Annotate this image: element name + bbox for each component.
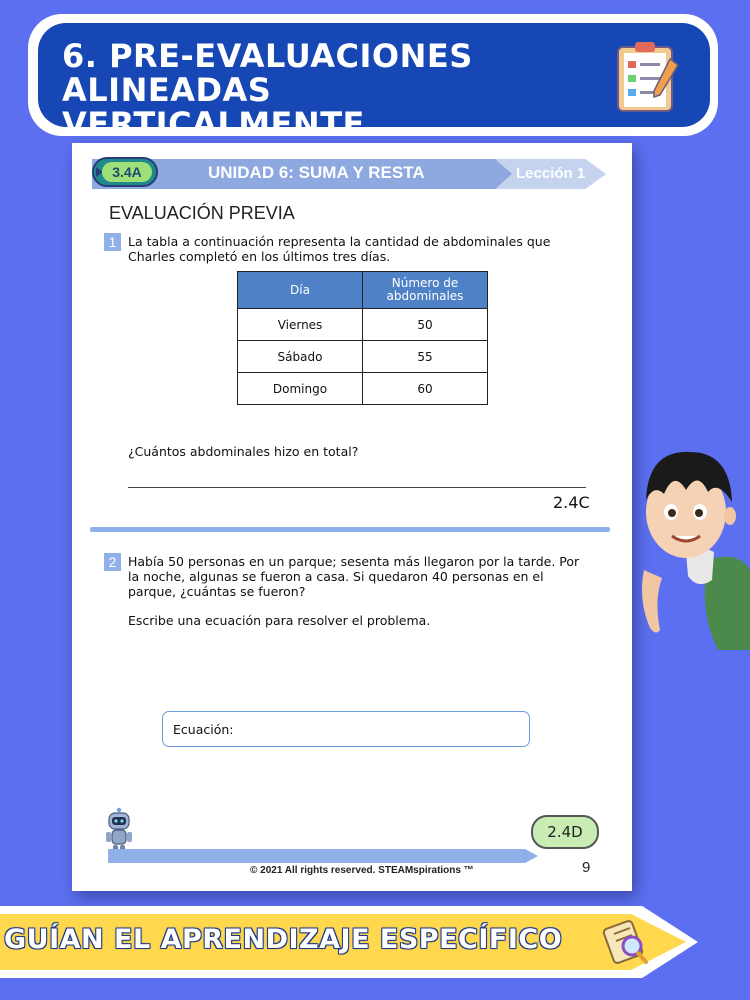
question-2-instruction: Escribe una ecuación para resolver el problema. — [128, 613, 431, 628]
banner-title-line1: 6. PRE-EVALUACIONES — [62, 37, 473, 75]
unit-title: UNIDAD 6: SUMA Y RESTA — [208, 163, 425, 182]
equation-field[interactable] — [162, 711, 530, 747]
banner-title-line2: ALINEADAS VERTICALMENTE — [62, 71, 365, 143]
question-2-standard: 2.4D — [531, 815, 599, 849]
equation-label: Ecuación: — [173, 722, 234, 737]
question-1-text — [128, 234, 550, 264]
table-header-count: Número de abdominales — [363, 272, 488, 309]
copyright-text: © 2021 All rights reserved. STEAMspirations ™ — [250, 865, 474, 876]
section-divider — [90, 527, 610, 532]
page-number: 9 — [582, 859, 591, 876]
question-2-text — [128, 554, 579, 599]
standard-badge — [92, 157, 158, 187]
question-1-line1: La tabla a continuación representa la cantidad de abdominales que — [128, 234, 551, 249]
scroll-magnifier-icon — [598, 914, 654, 970]
situps-table — [237, 271, 488, 405]
question-2-line1: Había 50 personas en un parque; sesenta más llegaron por la tarde. Por — [128, 554, 580, 569]
question-1-line2: Charles completó en los últimos tres días. — [128, 249, 391, 264]
table-cell-day: Viernes — [238, 309, 363, 341]
table-row — [238, 341, 488, 373]
table-cell-count: 50 — [363, 309, 488, 341]
question-1-number: 1 — [104, 233, 121, 251]
table-header-day: Día — [238, 272, 363, 309]
table-cell-day: Sábado — [238, 341, 363, 373]
question-2-number: 2 — [104, 553, 121, 571]
header-banner — [28, 14, 718, 143]
table-row — [238, 373, 488, 405]
boy-character-illustration — [638, 440, 750, 650]
table-row — [238, 309, 488, 341]
table-cell-count: 55 — [363, 341, 488, 373]
question-1-standard: 2.4C — [553, 493, 590, 512]
question-2-line2: la noche, algunas se fueron a casa. Si quedaron 40 personas en el — [128, 569, 544, 584]
worksheet-page — [72, 143, 632, 891]
table-header-row — [238, 272, 488, 309]
header-banner-inner — [38, 23, 710, 143]
question-1-prompt: ¿Cuántos abdominales hizo en total? — [128, 444, 359, 459]
lesson-label: Lección 1 — [516, 165, 586, 182]
footer-bar — [108, 849, 538, 863]
table-cell-day: Domingo — [238, 373, 363, 405]
banner-title — [62, 39, 582, 141]
table-cell-count: 60 — [363, 373, 488, 405]
question-2-line3: parque, ¿cuántas se fueron? — [128, 584, 306, 599]
standard-badge-label: 3.4A — [102, 162, 152, 182]
answer-line[interactable] — [128, 487, 586, 488]
clipboard-checklist-icon — [608, 37, 688, 117]
ribbon-text: GUÍAN EL APRENDIZAJE ESPECÍFICO — [4, 924, 563, 955]
page-title: EVALUACIÓN PREVIA — [109, 203, 295, 223]
